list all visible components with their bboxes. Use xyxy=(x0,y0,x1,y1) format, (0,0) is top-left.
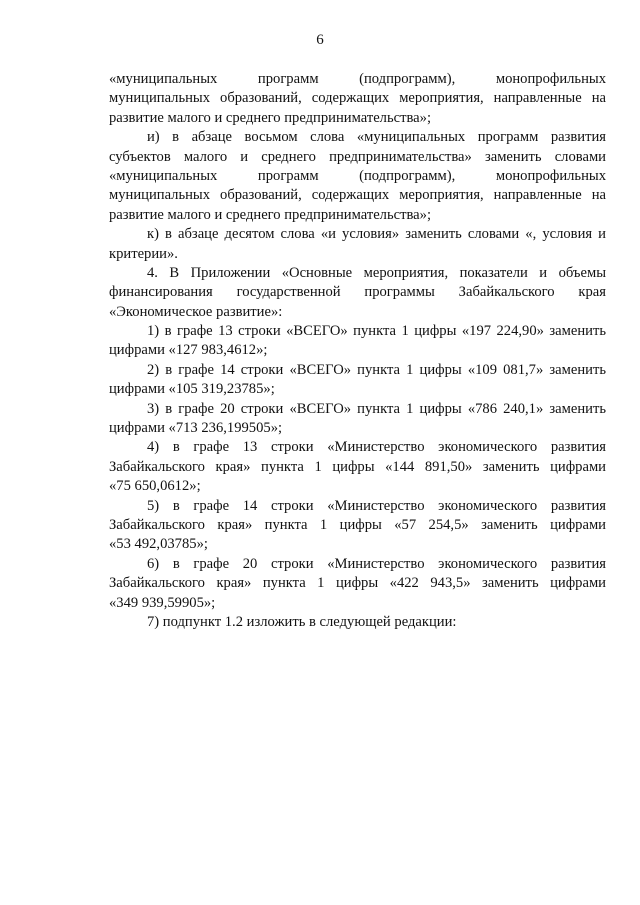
text-line: «53 492,03785»; xyxy=(109,536,208,553)
text-line: 1) в графе 13 строки «ВСЕГО» пункта 1 цифры «197 224,90» заменить xyxy=(147,323,606,340)
text-line: Забайкальского края» пункта 1 цифры «57 254,5» заменить цифрами xyxy=(109,516,606,533)
document-body xyxy=(109,70,606,632)
text-line: 7) подпункт 1.2 изложить в следующей редакции: xyxy=(147,613,457,630)
text-line: муниципальных образований, содержащих мероприятия, направленные на xyxy=(109,90,606,107)
text-line: финансирования государственной программы Забайкальского края xyxy=(109,284,606,301)
text-line: субъектов малого и среднего предпринимательства» заменить словами xyxy=(109,148,606,165)
text-line: 4. В Приложении «Основные мероприятия, показатели и объемы xyxy=(147,264,606,281)
text-line: Забайкальского края» пункта 1 цифры «422 943,5» заменить цифрами xyxy=(109,575,606,592)
text-line: «муниципальных программ (подпрограмм), монопрофильных xyxy=(109,167,606,184)
text-line: 4) в графе 13 строки «Министерство экономического развития xyxy=(147,439,606,456)
text-line: цифрами «127 983,4612»; xyxy=(109,342,268,359)
text-line: развитие малого и среднего предпринимательства»; xyxy=(109,109,432,126)
text-line: к) в абзаце десятом слова «и условия» заменить словами «, условия и xyxy=(147,226,606,243)
text-line: «349 939,59905»; xyxy=(109,594,216,611)
text-line: «муниципальных программ (подпрограмм), монопрофильных xyxy=(109,71,606,87)
text-line: 3) в графе 20 строки «ВСЕГО» пункта 1 цифры «786 240,1» заменить xyxy=(147,400,606,417)
page-number: 6 xyxy=(316,32,324,48)
text-line: муниципальных образований, содержащих мероприятия, направленные на xyxy=(109,187,606,204)
text-line: Забайкальского края» пункта 1 цифры «144 891,50» заменить цифрами xyxy=(109,458,606,475)
text-line: 6) в графе 20 строки «Министерство экономического развития xyxy=(147,555,606,572)
text-line: 2) в графе 14 строки «ВСЕГО» пункта 1 цифры «109 081,7» заменить xyxy=(147,361,606,378)
text-line: 5) в графе 14 строки «Министерство экономического развития xyxy=(147,497,606,514)
text-line: критерии». xyxy=(109,245,178,262)
text-line: «75 650,0612»; xyxy=(109,478,201,495)
text-line: цифрами «105 319,23785»; xyxy=(109,381,275,398)
text-line: и) в абзаце восьмом слова «муниципальных программ развития xyxy=(147,129,606,146)
text-line: «Экономическое развитие»: xyxy=(109,303,283,320)
text-line: развитие малого и среднего предпринимательства»; xyxy=(109,206,432,223)
text-line: цифрами «713 236,199505»; xyxy=(109,420,283,437)
